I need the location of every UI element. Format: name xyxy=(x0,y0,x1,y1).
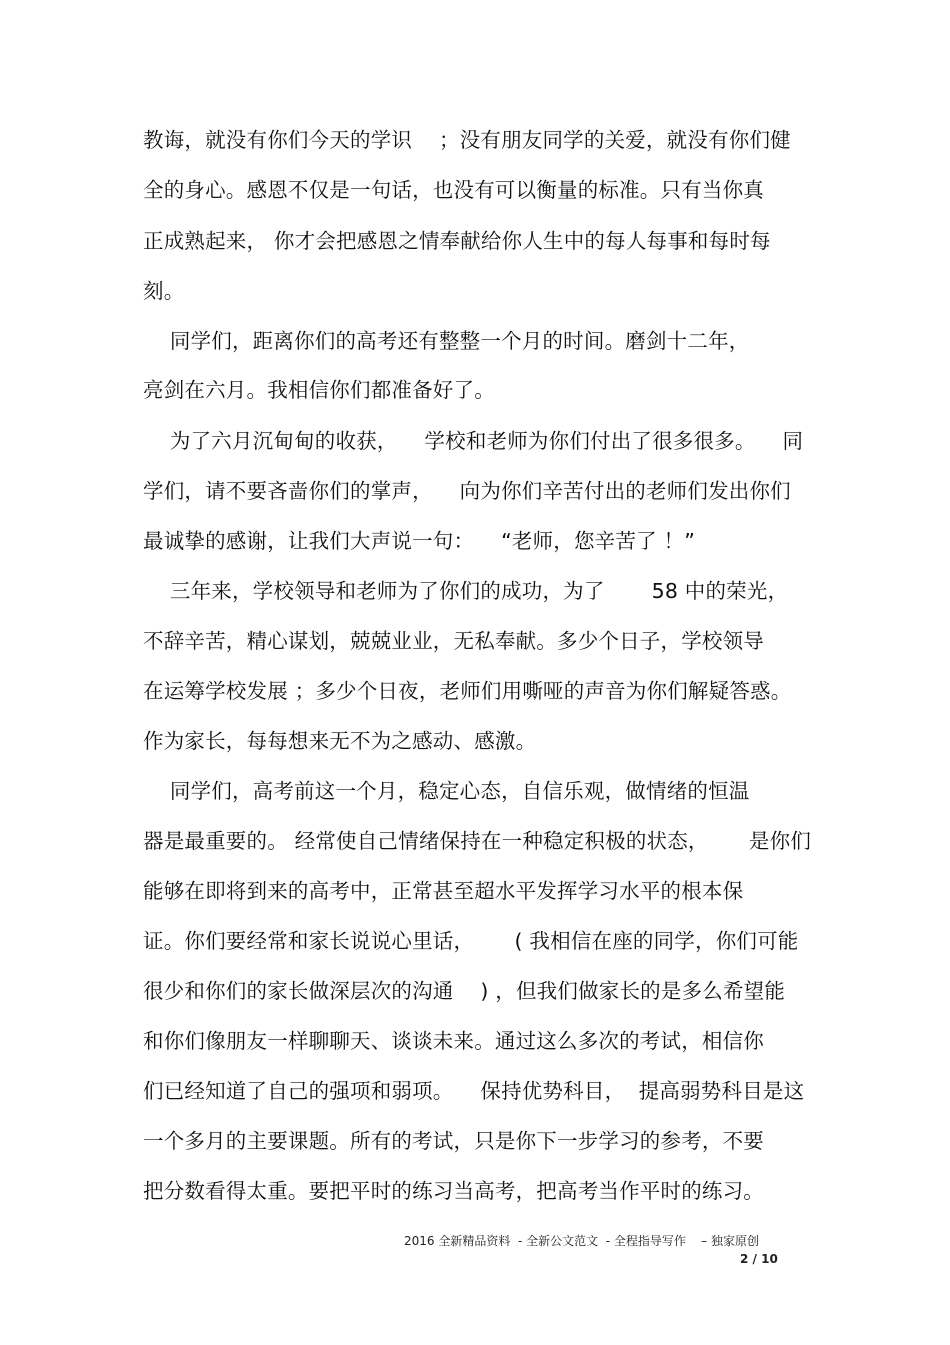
text-line: 能够在即将到来的高考中，正常甚至超水平发挥学习水平的根本保 xyxy=(143,879,744,903)
text-line: 正成熟起来， 你才会把感恩之情奉献给你人生中的每人每事和每时每 xyxy=(143,229,771,253)
text-line: 三年来，学校领导和老师为了你们的成功，为了 58 中的荣光， xyxy=(143,579,789,603)
text-line: 同学们，距离你们的高考还有整整一个月的时间。磨剑十二年， xyxy=(143,329,750,353)
text-line: 学们，请不要吝啬你们的掌声， 向为你们辛苦付出的老师们发出你们 xyxy=(143,479,791,503)
text-line: 器是最重要的。 经常使自己情绪保持在一种稳定积极的状态， 是你们 xyxy=(143,829,812,853)
text-line: 同学们，高考前这一个月，稳定心态，自信乐观，做情绪的恒温 xyxy=(143,779,750,803)
text-line: 为了六月沉甸甸的收获， 学校和老师为你们付出了很多很多。 同 xyxy=(143,429,804,453)
text-line: 们已经知道了自己的强项和弱项。 保持优势科目， 提高弱势科目是这 xyxy=(143,1079,805,1103)
text-line: 在运筹学校发展 ；多少个日夜，老师们用嘶哑的声音为你们解疑答惑。 xyxy=(143,679,792,703)
text-line: 作为家长，每每想来无不为之感动、感激。 xyxy=(143,729,537,753)
text-line: 把分数看得太重。要把平时的练习当高考，把高考当作平时的练习。 xyxy=(143,1179,764,1203)
text-line: 亮剑在六月。我相信你们都准备好了。 xyxy=(143,378,495,402)
text-line: 一个多月的主要课题。所有的考试，只是你下一步学习的参考，不要 xyxy=(143,1129,764,1153)
text-line: 刻。 xyxy=(143,279,185,303)
text-line: 和你们像朋友一样聊聊天、谈谈未来。通过这么多次的考试，相信你 xyxy=(143,1029,764,1053)
footer-caption: 2016 全新精品资料 - 全新公文范文 - 全程指导写作 – 独家原创 xyxy=(404,1234,759,1248)
text-line: 教诲，就没有你们今天的学识 ；没有朋友同学的关爱，就没有你们健 xyxy=(143,128,791,152)
page-number: 2 / 10 xyxy=(740,1252,778,1266)
text-line: 不辞辛苦，精心谋划，兢兢业业，无私奉献。多少个日子，学校领导 xyxy=(143,629,764,653)
text-line: 全的身心。感恩不仅是一句话，也没有可以衡量的标准。只有当你真 xyxy=(143,178,764,202)
text-line: 最诚挚的感谢，让我们大声说一句： “老师，您辛苦了 ！” xyxy=(143,529,696,553)
text-line: 很少和你们的家长做深层次的沟通 ) ，但我们做家长的是多么希望能 xyxy=(143,979,786,1003)
text-line: 证。你们要经常和家长说说心里话， ( 我相信在座的同学，你们可能 xyxy=(143,929,799,953)
